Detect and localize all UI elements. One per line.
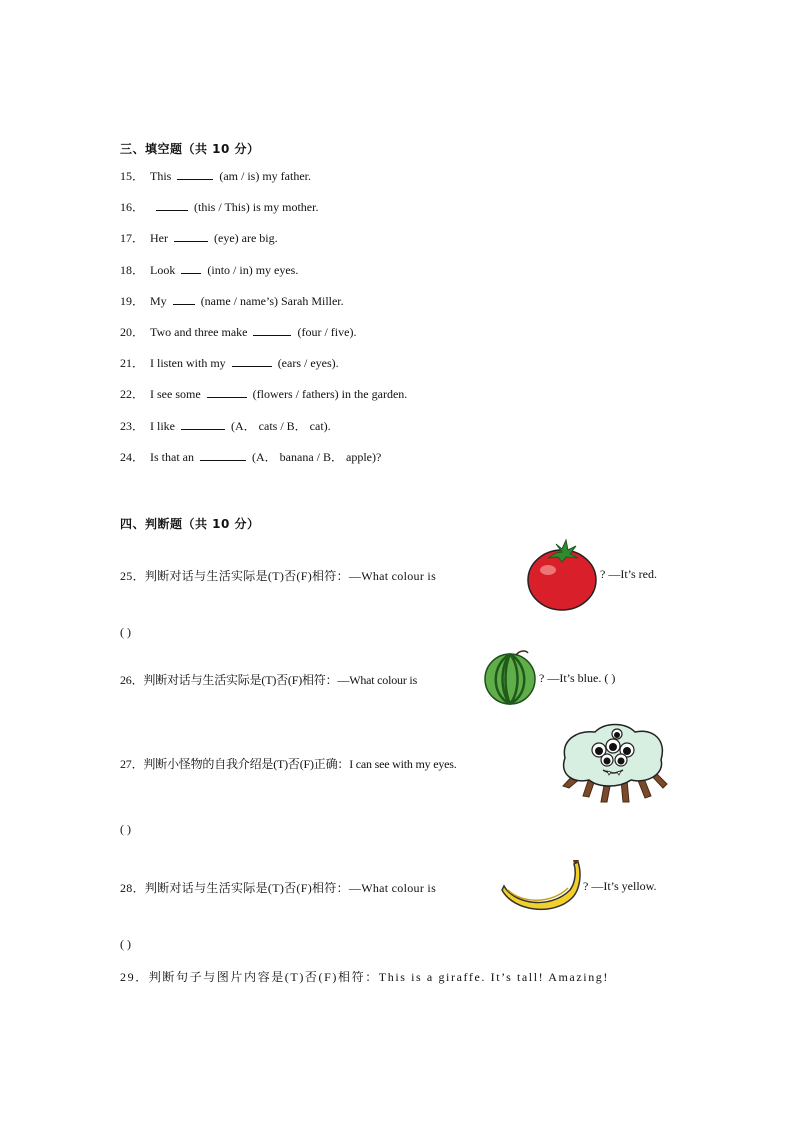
answer-paren-27[interactable]: ( ) [120, 822, 131, 836]
question-suffix: (into / in) my eyes. [207, 263, 299, 277]
answer-blank[interactable] [181, 263, 201, 274]
answer-paren-28[interactable]: ( ) [120, 937, 131, 951]
question-prefix: Two and three make [150, 325, 248, 339]
question-26 [120, 671, 417, 688]
fill-blank-question [120, 385, 407, 402]
question-suffix: (eye) are big. [214, 231, 278, 245]
section3-title: 三、填空题（共 10 分） [120, 142, 260, 156]
question-26-text: 26．判断对话与生活实际是(T)否(F)相符：—What colour is [120, 673, 418, 687]
question-suffix: (ears / eyes). [277, 356, 339, 370]
question-27: 27．判断小怪物的自我介绍是(T)否(F)正确：I can see with my eyes. [120, 757, 457, 771]
answer-blank[interactable] [253, 325, 291, 336]
question-number: 24． [120, 450, 145, 464]
question-prefix: Look [150, 263, 176, 277]
answer-blank[interactable] [174, 231, 208, 242]
question-prefix: Her [150, 231, 169, 245]
question-suffix: (am / is) my father. [219, 169, 311, 183]
question-suffix: (this / This) is my mother. [194, 200, 319, 214]
question-suffix: (four / five). [297, 325, 357, 339]
answer-blank[interactable] [232, 356, 272, 367]
question-28 [120, 879, 436, 896]
question-29: 29．判断句子与图片内容是(T)否(F)相符：This is a giraffe. It’s tall! Amazing! [120, 970, 609, 984]
question-number: 18． [120, 263, 145, 277]
question-prefix: I listen with my [150, 356, 226, 370]
tomato-image [526, 538, 598, 612]
question-number: 16． [120, 200, 145, 214]
fill-blank-question [120, 354, 339, 371]
question-26-tail: ? —It’s blue. ( ) [539, 671, 616, 685]
question-number: 21． [120, 356, 145, 370]
question-suffix: (name / name’s) Sarah Miller. [200, 294, 344, 308]
answer-blank[interactable] [177, 169, 213, 180]
fill-blank-question [120, 167, 311, 184]
answer-blank[interactable] [173, 294, 195, 305]
question-number: 23． [120, 419, 145, 433]
fill-blank-question [120, 229, 278, 246]
answer-blank[interactable] [200, 450, 246, 461]
section4-title: 四、判断题（共 10 分） [120, 517, 260, 531]
watermelon-image [482, 648, 540, 706]
question-number: 22． [120, 387, 145, 401]
question-25 [120, 567, 436, 584]
answer-blank[interactable] [156, 200, 188, 211]
answer-blank[interactable] [207, 387, 247, 398]
question-prefix: I see some [150, 387, 201, 401]
question-number: 15． [120, 169, 145, 183]
answer-paren-25[interactable]: ( ) [120, 625, 131, 639]
fill-blank-question [120, 448, 381, 465]
banana-image [500, 860, 582, 912]
question-prefix: Is that an [150, 450, 195, 464]
fill-blank-question [120, 323, 356, 340]
question-28-tail: ? —It’s yellow. [583, 879, 657, 893]
question-25-tail: ? —It’s red. [600, 567, 657, 581]
question-prefix: My [150, 294, 167, 308]
fill-blank-question [120, 198, 318, 215]
question-number: 20． [120, 325, 145, 339]
question-suffix: (A． cats / B． cat). [231, 419, 331, 433]
question-suffix: (A． banana / B． apple)? [252, 450, 382, 464]
question-number: 19． [120, 294, 145, 308]
fill-blank-question [120, 292, 344, 309]
question-25-text: 25．判断对话与生活实际是(T)否(F)相符：—What colour is [120, 569, 437, 583]
question-number: 17． [120, 231, 145, 245]
monster-image [555, 718, 671, 804]
question-prefix: I like [150, 419, 176, 433]
question-28-text: 28．判断对话与生活实际是(T)否(F)相符：—What colour is [120, 881, 437, 895]
question-suffix: (flowers / fathers) in the garden. [252, 387, 408, 401]
fill-blank-question [120, 261, 298, 278]
answer-blank[interactable] [181, 419, 225, 430]
fill-blank-question [120, 417, 331, 434]
question-prefix: This [150, 169, 172, 183]
